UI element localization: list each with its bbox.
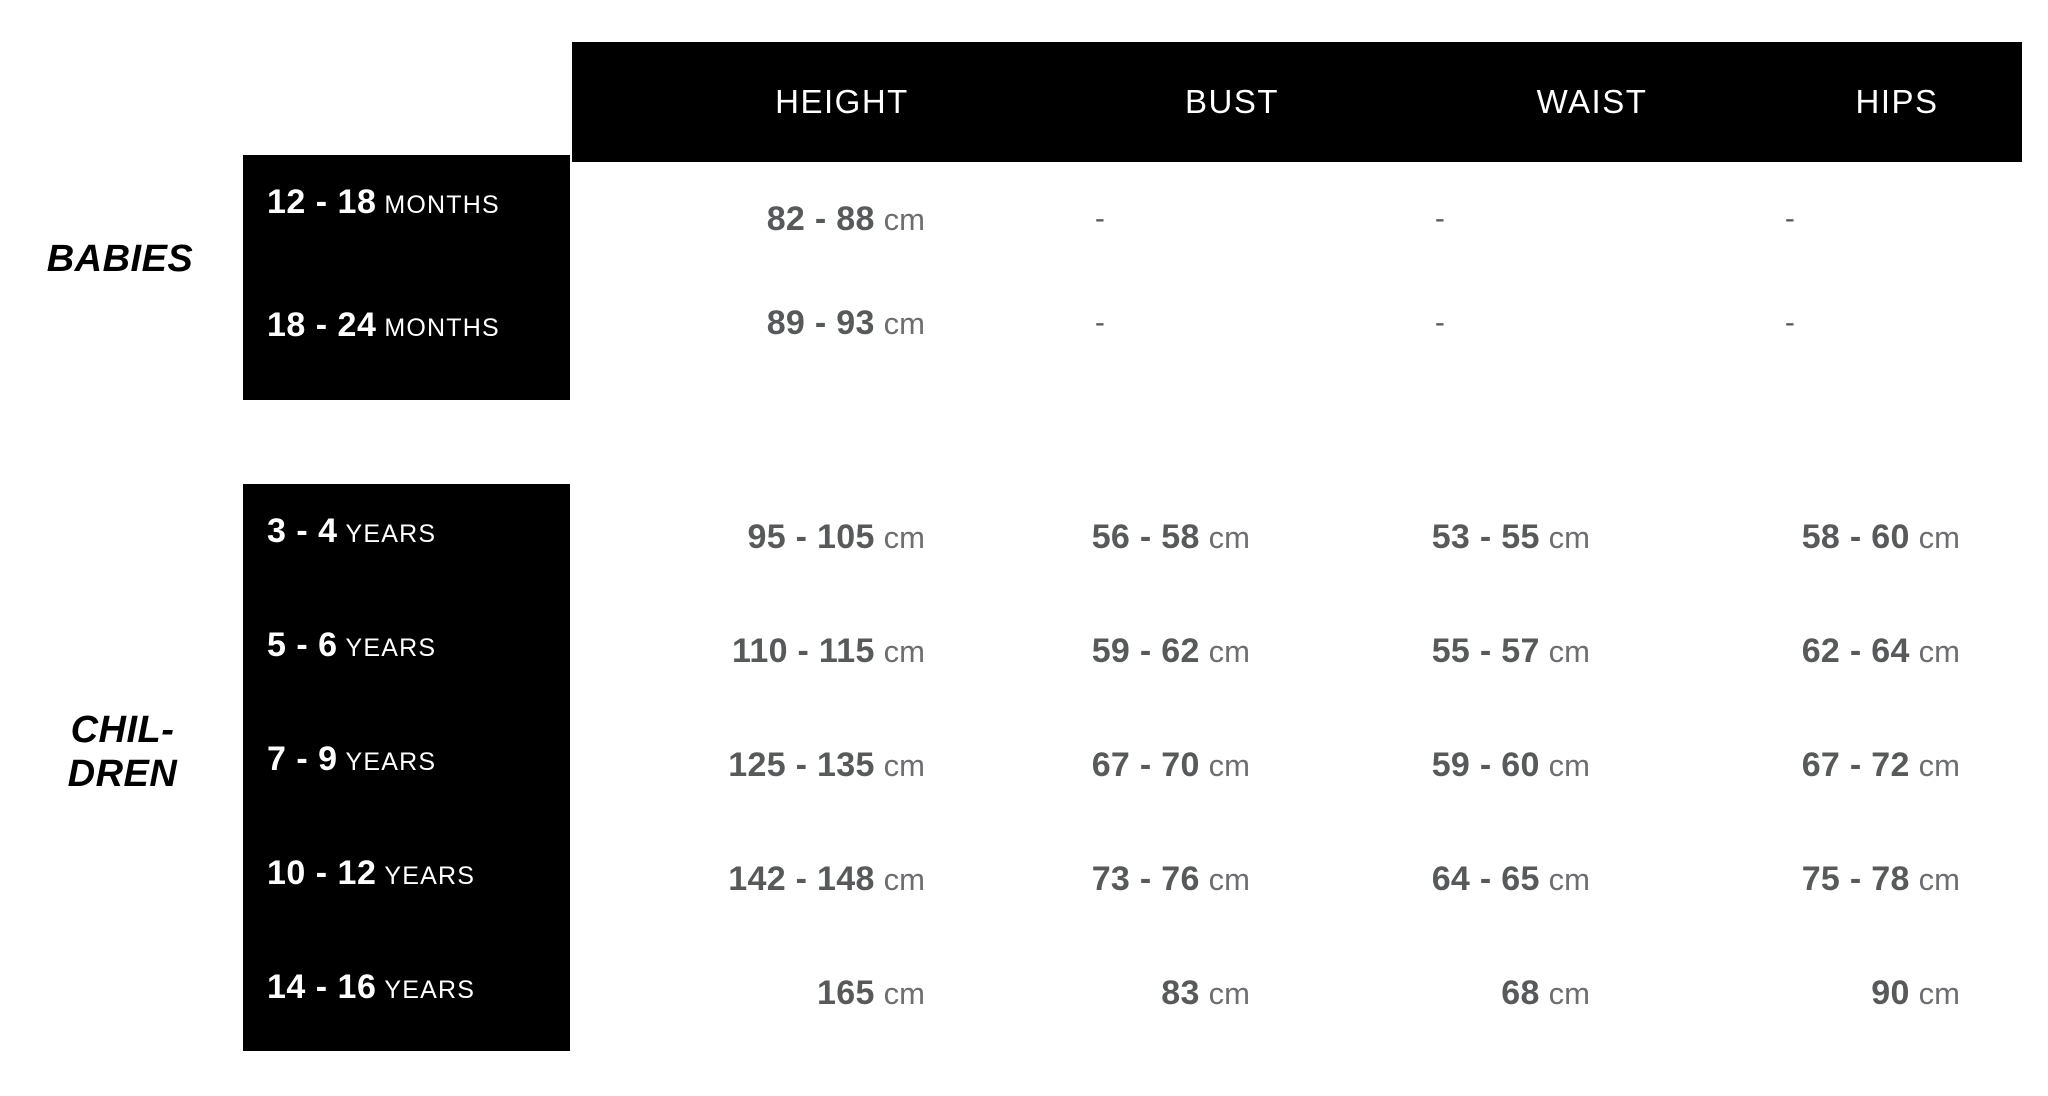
column-header-height: HEIGHT (775, 83, 909, 120)
cell-value: 56 - 58 (1091, 518, 1200, 556)
age-range: 18 - 24 (267, 306, 377, 344)
table-cell-waist (1290, 518, 1590, 557)
cell-value: 59 - 60 (1431, 746, 1540, 784)
table-cell-height (590, 304, 925, 343)
cell-value: 95 - 105 (747, 518, 875, 556)
cell-value: - (1094, 306, 1106, 339)
table-cell-waist (1290, 746, 1590, 785)
table-row-age (243, 854, 570, 893)
cell-value: 75 - 78 (1801, 860, 1910, 898)
cell-unit: cm (883, 520, 925, 555)
table-cell-hips (1620, 306, 1960, 340)
age-unit: MONTHS (384, 191, 500, 219)
cell-unit: cm (1548, 862, 1590, 897)
cell-unit: cm (1208, 976, 1250, 1011)
cell-value: 68 (1501, 974, 1540, 1012)
cell-value: 62 - 64 (1801, 632, 1910, 670)
cell-value: 55 - 57 (1431, 632, 1540, 670)
cell-value: 64 - 65 (1431, 860, 1540, 898)
cell-value: 58 - 60 (1801, 518, 1910, 556)
table-cell-bust (950, 632, 1250, 671)
cell-unit: cm (1548, 976, 1590, 1011)
table-cell-waist (1290, 860, 1590, 899)
cell-value: - (1094, 202, 1106, 235)
age-unit: YEARS (384, 862, 476, 890)
cell-value: 142 - 148 (728, 860, 875, 898)
cell-value: - (1784, 306, 1796, 339)
table-cell-height (590, 518, 925, 557)
cell-value: 53 - 55 (1431, 518, 1540, 556)
cell-unit: cm (883, 634, 925, 669)
cell-unit: cm (1918, 520, 1960, 555)
column-header-bust: BUST (1184, 83, 1279, 120)
cell-unit: cm (1548, 634, 1590, 669)
cell-unit: cm (1208, 748, 1250, 783)
table-cell-height (590, 632, 925, 671)
cell-value: 59 - 62 (1091, 632, 1200, 670)
age-unit: YEARS (345, 748, 437, 776)
cell-value: - (1434, 202, 1446, 235)
table-cell-bust (950, 974, 1250, 1013)
cell-value: 67 - 72 (1801, 746, 1910, 784)
cell-value: 73 - 76 (1091, 860, 1200, 898)
table-row-age (243, 740, 570, 779)
table-cell-bust (950, 746, 1250, 785)
age-block-children (243, 484, 570, 1051)
table-cell-waist (1290, 202, 1590, 236)
cell-unit: cm (1548, 520, 1590, 555)
cell-value: 165 (817, 974, 875, 1012)
age-range: 10 - 12 (267, 854, 377, 892)
cell-unit: cm (883, 202, 925, 237)
table-cell-hips (1620, 202, 1960, 236)
table-row-age (243, 626, 570, 665)
table-cell-bust (950, 860, 1250, 899)
group-label-children (0, 709, 245, 796)
cell-value: - (1784, 202, 1796, 235)
table-cell-bust (950, 202, 1250, 236)
cell-value: 110 - 115 (732, 632, 875, 670)
age-range: 14 - 16 (267, 968, 377, 1006)
cell-unit: cm (1918, 976, 1960, 1011)
table-header (572, 42, 2022, 162)
table-cell-waist (1290, 974, 1590, 1013)
table-cell-hips (1620, 974, 1960, 1013)
column-header-waist: WAIST (1536, 83, 1648, 120)
cell-unit: cm (1918, 862, 1960, 897)
age-unit: MONTHS (384, 314, 500, 342)
age-range: 5 - 6 (267, 626, 338, 664)
cell-value: 125 - 135 (728, 746, 875, 784)
age-range: 3 - 4 (267, 512, 338, 550)
table-cell-hips (1620, 746, 1960, 785)
cell-value: 83 (1161, 974, 1200, 1012)
cell-unit: cm (1208, 862, 1250, 897)
table-cell-bust (950, 518, 1250, 557)
cell-value: 67 - 70 (1091, 746, 1200, 784)
table-row-age (243, 306, 570, 345)
table-cell-height (590, 860, 925, 899)
table-cell-hips (1620, 632, 1960, 671)
table-cell-bust (950, 306, 1250, 340)
table-cell-height (590, 200, 925, 239)
table-cell-hips (1620, 518, 1960, 557)
cell-unit: cm (883, 862, 925, 897)
table-row-age (243, 968, 570, 1007)
cell-unit: cm (883, 306, 925, 341)
cell-unit: cm (1208, 634, 1250, 669)
age-block-babies (243, 155, 570, 400)
age-range: 7 - 9 (267, 740, 338, 778)
table-cell-hips (1620, 860, 1960, 899)
cell-value: - (1434, 306, 1446, 339)
cell-unit: cm (883, 976, 925, 1011)
cell-unit: cm (1918, 634, 1960, 669)
table-row-age (243, 512, 570, 551)
cell-value: 82 - 88 (766, 200, 875, 238)
age-unit: YEARS (345, 520, 437, 548)
group-label-babies: BABIES (46, 238, 194, 280)
age-unit: YEARS (345, 634, 437, 662)
column-header-hips: HIPS (1855, 83, 1939, 120)
cell-value: 90 (1871, 974, 1910, 1012)
cell-value: 89 - 93 (766, 304, 875, 342)
cell-unit: cm (1548, 748, 1590, 783)
table-cell-waist (1290, 632, 1590, 671)
age-unit: YEARS (384, 976, 476, 1004)
cell-unit: cm (1918, 748, 1960, 783)
group-label-line2: DREN (67, 752, 178, 795)
cell-unit: cm (1208, 520, 1250, 555)
table-cell-height (590, 974, 925, 1013)
table-cell-height (590, 746, 925, 785)
cell-unit: cm (883, 748, 925, 783)
age-range: 12 - 18 (267, 183, 377, 221)
group-label-line1: CHIL- (70, 709, 175, 751)
table-cell-waist (1290, 306, 1590, 340)
table-row-age (243, 183, 570, 222)
